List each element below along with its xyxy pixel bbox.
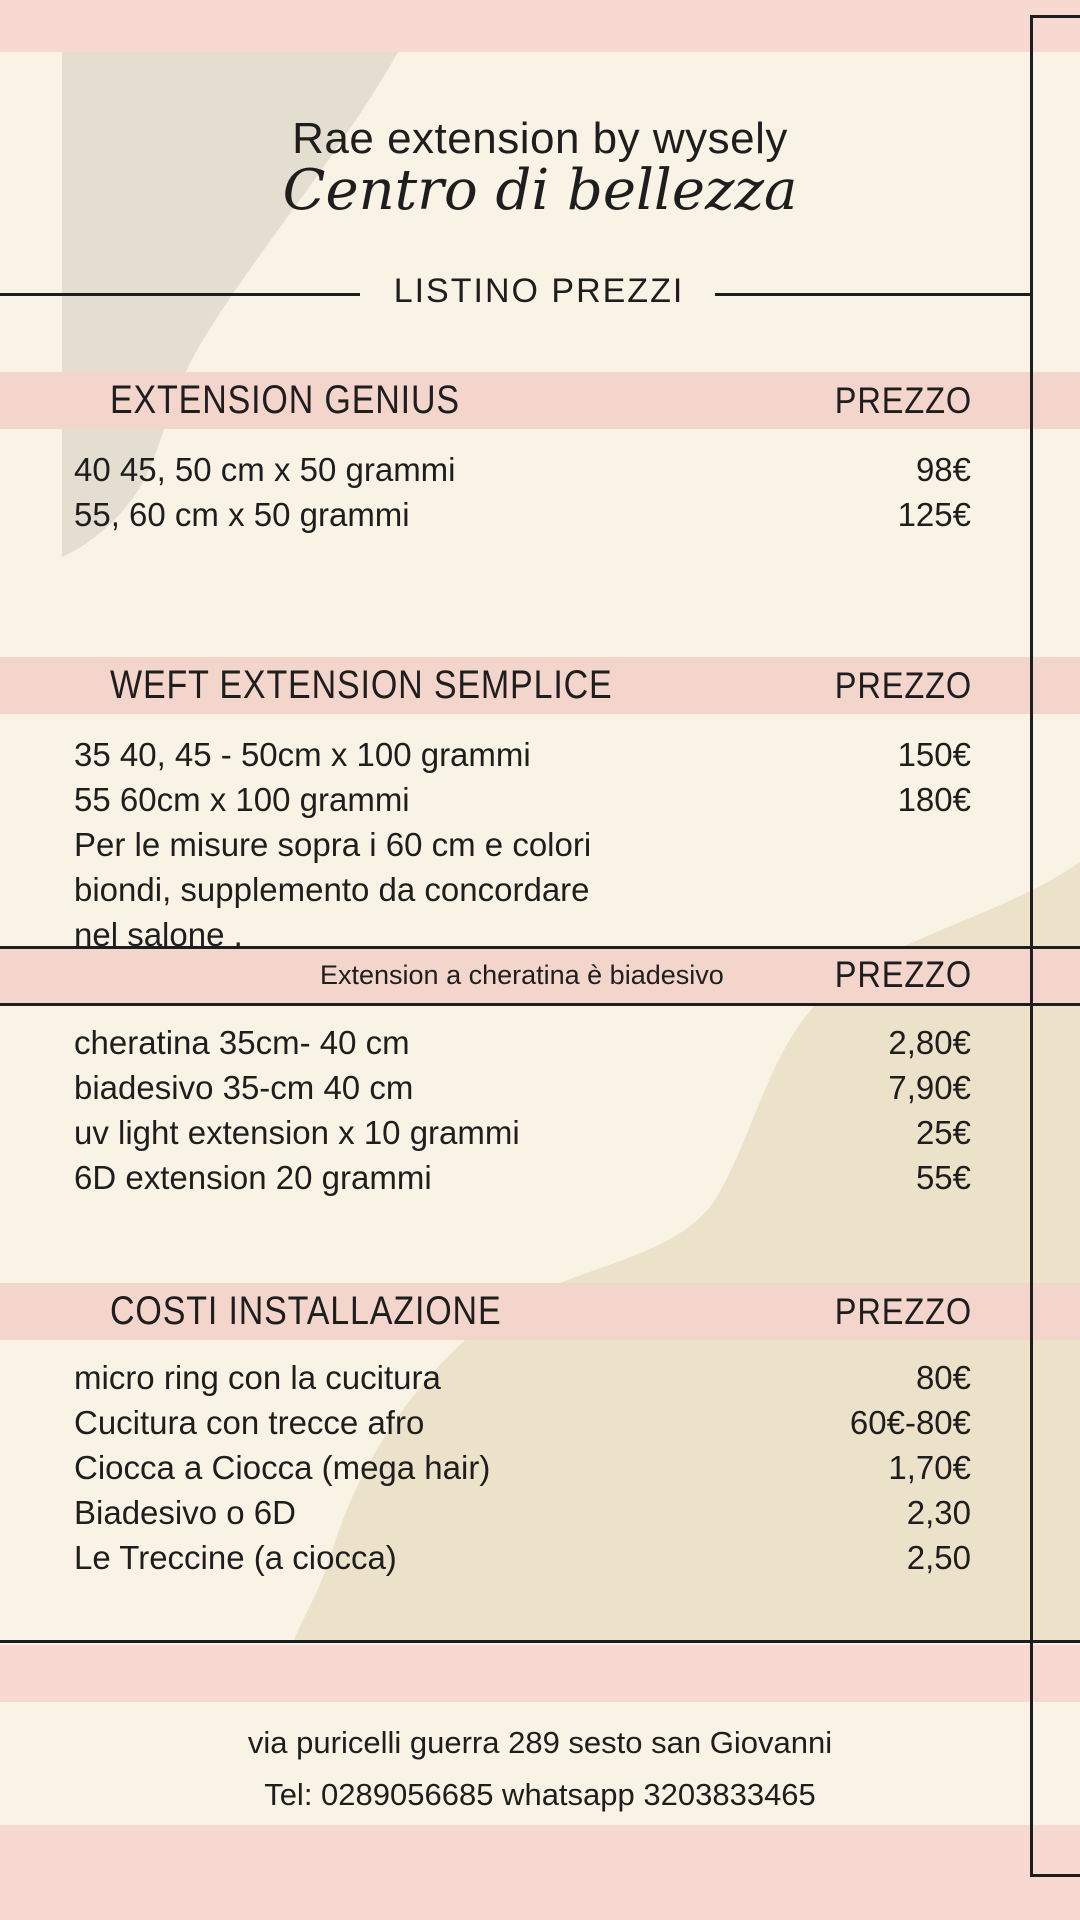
price-column-label: PREZZO xyxy=(834,954,972,995)
section-rows-costi-installazione xyxy=(74,1355,971,1580)
item-label: Ciocca a Ciocca (mega hair) xyxy=(74,1449,491,1486)
item-price: 2,80€ xyxy=(888,1024,971,1061)
item-price: 7,90€ xyxy=(888,1069,971,1106)
item-label: 55, 60 cm x 50 grammi xyxy=(74,496,410,533)
item-price: 25€ xyxy=(915,1114,971,1151)
price-column-label: PREZZO xyxy=(834,1290,972,1332)
item-price: 1,70€ xyxy=(888,1449,971,1486)
item-label: 40 45, 50 cm x 50 grammi xyxy=(74,451,456,488)
price-row xyxy=(74,1110,971,1155)
section-band-extension-genius xyxy=(0,372,1080,429)
horizontal-rule xyxy=(0,1003,1080,1006)
item-label: Le Treccine (a ciocca) xyxy=(74,1539,397,1576)
section-title: EXTENSION GENIUS xyxy=(110,378,460,422)
price-row xyxy=(74,1445,971,1490)
item-label: 55 60cm x 100 grammi xyxy=(74,781,410,818)
item-label: uv light extension x 10 grammi xyxy=(74,1114,520,1151)
section-rows-weft-extension xyxy=(74,732,971,957)
item-price: 180€ xyxy=(897,781,971,818)
section-title: COSTI INSTALLAZIONE xyxy=(110,1289,502,1333)
item-label: biondi, supplemento da concordare xyxy=(74,871,590,908)
item-price: 125€ xyxy=(897,496,971,533)
footer-pink-band xyxy=(0,1645,1080,1702)
item-label: nel salone . xyxy=(74,916,243,953)
price-row xyxy=(74,867,971,912)
footer xyxy=(0,1717,1080,1821)
item-label: Cucitura con trecce afro xyxy=(74,1404,425,1441)
section-rows-cheratina xyxy=(74,1020,971,1200)
salon-subtitle: Centro di bellezza xyxy=(282,158,798,223)
section-band-costi-installazione xyxy=(0,1283,1080,1340)
item-price: 98€ xyxy=(915,451,971,488)
item-price: 2,50 xyxy=(906,1539,971,1576)
section-title: WEFT EXTENSION SEMPLICE xyxy=(110,663,613,707)
price-row xyxy=(74,732,971,777)
price-row xyxy=(74,1065,971,1110)
item-price: 150€ xyxy=(897,736,971,773)
item-price: 55€ xyxy=(915,1159,971,1196)
price-row xyxy=(74,912,971,957)
item-price: 60€-80€ xyxy=(849,1404,971,1441)
right-frame-border xyxy=(1030,15,1080,1877)
item-label: 6D extension 20 grammi xyxy=(74,1159,432,1196)
section-rows-extension-genius xyxy=(74,447,971,537)
price-row xyxy=(74,1020,971,1065)
address-line: via puricelli guerra 289 sesto san Giovanni xyxy=(247,1725,833,1760)
top-pink-band xyxy=(0,0,1080,52)
item-price: 2,30 xyxy=(906,1494,971,1531)
item-label: Per le misure sopra i 60 cm e colori xyxy=(74,826,592,863)
horizontal-rule xyxy=(0,1640,1080,1643)
salon-title: Rae extension by wysely xyxy=(292,114,788,163)
price-list-heading: LISTINO PREZZI xyxy=(393,272,685,310)
price-row xyxy=(74,1155,971,1200)
item-label: 35 40, 45 - 50cm x 100 grammi xyxy=(74,736,531,773)
bottom-pink-band xyxy=(0,1825,1080,1920)
item-label: cheratina 35cm- 40 cm xyxy=(74,1024,410,1061)
price-row xyxy=(74,1535,971,1580)
price-row xyxy=(74,822,971,867)
price-row xyxy=(74,1355,971,1400)
price-row xyxy=(74,777,971,822)
item-price: 80€ xyxy=(915,1359,971,1396)
item-label: biadesivo 35-cm 40 cm xyxy=(74,1069,414,1106)
price-row xyxy=(74,492,971,537)
section-title: Extension a cheratina è biadesivo xyxy=(320,960,724,990)
price-row xyxy=(74,447,971,492)
item-label: Biadesivo o 6D xyxy=(74,1494,296,1531)
price-column-label: PREZZO xyxy=(834,664,972,706)
price-row xyxy=(74,1490,971,1535)
price-column-label: PREZZO xyxy=(834,379,972,421)
price-row xyxy=(74,1400,971,1445)
item-label: micro ring con la cucitura xyxy=(74,1359,441,1396)
contact-line: Tel: 0289056685 whatsapp 3203833465 xyxy=(264,1777,816,1812)
section-band-weft-extension xyxy=(0,657,1080,714)
